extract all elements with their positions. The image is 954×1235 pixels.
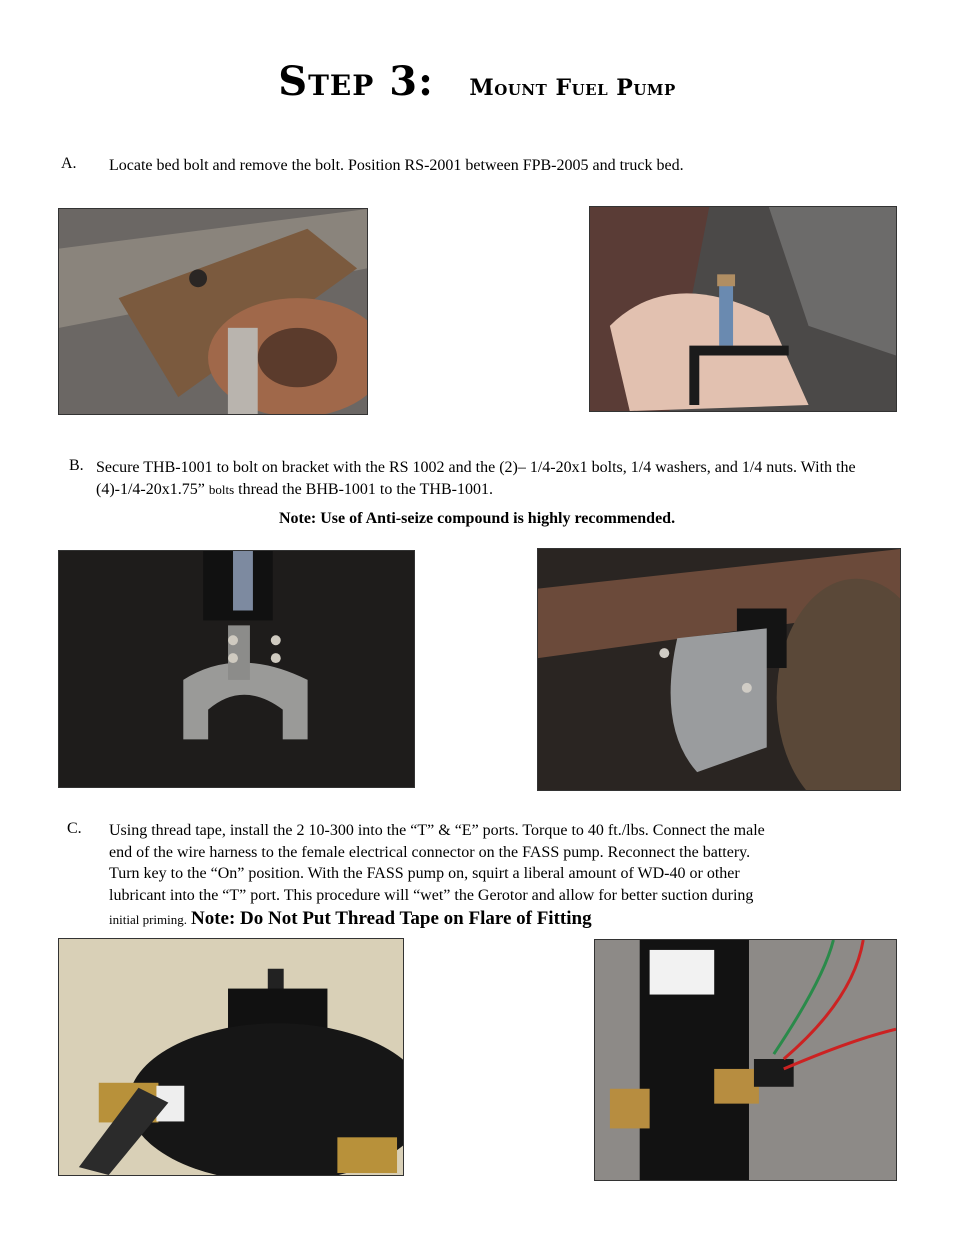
section-c-line-4: lubricant into the “T” port. This procedure will “wet” the Gerotor and allow for better suction during xyxy=(109,886,754,904)
section-b-text-part1: Secure THB-1001 to bolt on bracket with the RS 1002 and the (2)– 1/4-20x1 bolts, 1/4 washers, and 1/4 nuts. With the (4)-1/4-20x1.75” xyxy=(96,459,856,498)
section-c-label: C. xyxy=(67,820,82,837)
section-c-line-1: Using thread tape, install the 2 10-300 into the “T” & “E” ports. Torque to 40 ft./lbs. Connect the male xyxy=(109,822,765,839)
section-a-text: Locate bed bolt and remove the bolt. Position RS-2001 between FPB-2005 and truck bed. xyxy=(109,157,684,174)
section-b-note: Note: Use of Anti-seize compound is highly recommended. xyxy=(278,510,676,527)
section-c-line-5: initial priming. xyxy=(109,912,187,927)
section-b-label: B. xyxy=(69,457,84,474)
section-a-label: A. xyxy=(61,155,77,172)
photo-bracket-in-hand xyxy=(589,206,897,412)
photo-bhb-mounted xyxy=(537,548,901,791)
photo-thb-bracket xyxy=(58,550,415,788)
section-c-text xyxy=(109,820,884,931)
photo-pump-fittings xyxy=(58,938,404,1176)
section-b-text-small: bolts xyxy=(208,481,235,497)
photo-bed-bolt xyxy=(58,208,368,415)
section-b-text xyxy=(96,457,886,500)
photo-pump-wiring xyxy=(594,939,897,1181)
section-c-note: Note: Do Not Put Thread Tape on Flare of Fitting xyxy=(191,908,592,929)
page-title xyxy=(0,58,954,105)
section-c-line-3: Turn key to the “On” position. With the FASS pump on, squirt a liberal amount of WD-40 or other xyxy=(109,865,740,882)
step-subtitle: Mount Fuel Pump xyxy=(469,75,676,101)
section-c-line-2: end of the wire harness to the female electrical connector on the FASS pump. Reconnect the battery. xyxy=(109,843,751,861)
section-b-text-part2: thread the BHB-1001 to the THB-1001. xyxy=(238,480,493,498)
step-title: Step 3: xyxy=(278,58,434,105)
